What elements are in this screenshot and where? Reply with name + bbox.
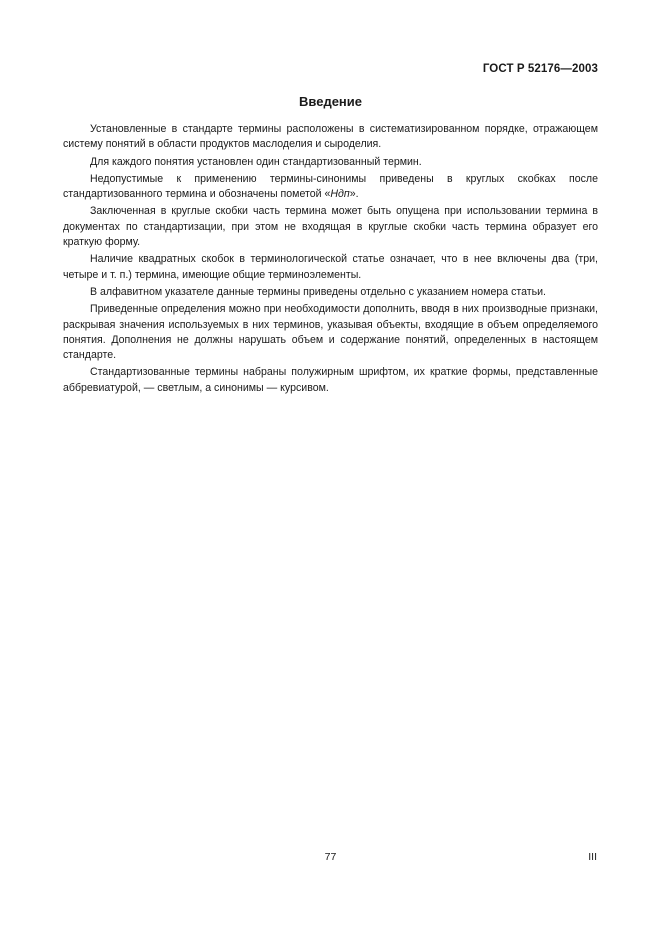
section-title: Введение xyxy=(299,94,362,109)
paragraph-7: Приведенные определения можно при необходимости дополнить, вводя в них производные признаки, раскрывая значения используемых в них терминов, указывая объекты, входящие в объем определяемого понятия. Дополнения не должны нарушать объем и содержание понятий, определенных в настоящем стандарте. xyxy=(63,303,598,362)
paragraph-1: Установленные в стандарте термины расположены в систематизированном порядке, отражающем систему понятий в области продуктов маслоделия и сыроделия. xyxy=(63,123,598,151)
paragraph-8: Стандартизованные термины набраны полужирным шрифтом, их краткие формы, представленные аббревиатурой, — светлым, а синонимы — курсивом. xyxy=(63,366,598,394)
roman-page-number: III xyxy=(588,851,597,863)
document-code: ГОСТ Р 52176—2003 xyxy=(482,63,598,75)
ndp-mark: Ндп xyxy=(330,188,350,201)
paragraph-2: Для каждого понятия установлен один стандартизованный термин. xyxy=(90,155,422,168)
paragraph-3-text: Недопустимые к применению термины-синонимы приведены в круглых скобках после стандартизованного термина и обозначены пометой « xyxy=(63,172,598,201)
paragraph-6: В алфавитном указателе данные термины приведены отдельно с указанием номера статьи. xyxy=(90,285,546,298)
page-number: 77 xyxy=(324,851,337,863)
paragraph-5: Наличие квадратных скобок в терминологической статье означает, что в нее включены два (три, четыре и т. п.) термина, имеющие общие терминоэлементы. xyxy=(63,253,598,281)
paragraph-3 xyxy=(63,172,598,203)
paragraph-3-tail: ». xyxy=(349,188,359,201)
introduction-body xyxy=(63,122,598,398)
paragraph-4: Заключенная в круглые скобки часть термина может быть опущена при использовании термина в документах по стандартизации, при этом не входящая в круглые скобки часть термина образует его краткую форму. xyxy=(63,205,598,249)
